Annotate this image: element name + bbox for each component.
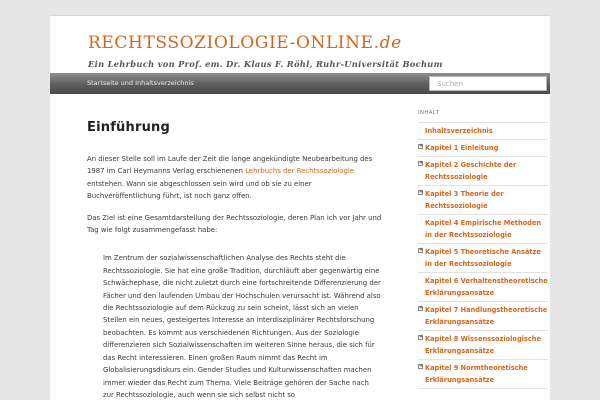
brand-main: RECHTSSOZIOLOGIE-ONLINE bbox=[88, 33, 374, 53]
sidebar-item-inhaltsverzeichnis[interactable] bbox=[418, 123, 548, 140]
sidebar bbox=[418, 110, 548, 389]
sidebar-item-kapitel-7[interactable] bbox=[418, 302, 548, 331]
sidebar-item-kapitel-1[interactable] bbox=[418, 140, 548, 157]
sidebar-item-kapitel-4[interactable] bbox=[418, 215, 548, 244]
sidebar-item-label: Kapitel 3 Theorie der Rechtssoziologie bbox=[425, 190, 504, 210]
page-title: Einführung bbox=[87, 120, 170, 135]
sidebar-item-label: Kapitel 7 Handlungstheoretische Erklärungsansätze bbox=[425, 306, 548, 326]
sidebar-item-kapitel-8[interactable] bbox=[418, 331, 548, 360]
goal-paragraph: Das Ziel ist eine Gesamtdarstellung der Rechtssoziologie, deren Plan ich vor Jahr und Tag wie folgt zusammengefasst habe: bbox=[87, 213, 382, 235]
sidebar-item-label: Kapitel 5 Theoretische Ansätze in der Rechtssoziologie bbox=[425, 248, 541, 268]
sidebar-item-label: Kapitel 9 Normtheoretische Erklärungsansätze bbox=[425, 364, 528, 384]
sidebar-item-kapitel-3[interactable] bbox=[418, 186, 548, 215]
nav-home-link[interactable]: Startseite und Inhaltsverzeichnis bbox=[87, 79, 194, 87]
expand-plus-icon[interactable]: + bbox=[419, 363, 424, 369]
sidebar-item-label: Inhaltsverzeichnis bbox=[425, 127, 493, 135]
sidebar-item-label: Kapitel 6 Verhaltenstheoretische Erklärungsansätze bbox=[425, 277, 548, 297]
expand-plus-icon[interactable]: + bbox=[419, 334, 424, 340]
expand-plus-icon[interactable]: + bbox=[419, 160, 424, 166]
expand-plus-icon[interactable]: + bbox=[419, 143, 424, 149]
expand-plus-icon[interactable]: + bbox=[419, 305, 424, 311]
blockquote: Im Zentrum der sozialwissenschaftlichen Analyse des Rechts steht die Rechtssoziologie. Sie hat eine große Tradition, durchläuft aber gegenwärtig eine Schwächephase, die nicht zuletzt durch eine fortschreitende Differenzierung der Fächer und den laufenden Umbau der Hochschulen verursacht ist. Während also die Rechtssoziologie auf dem Rückzug zu sein scheint, lässt sich an vielen Stellen ein neues, gesteigertes Interesse an interdisziplinärer Rechtsforschung beobachten. Es kommt aus verschiedenen Richtungen. Aus der Soziologie differenzieren sich Sozialwissenschaften im weiteren Sinne heraus, die sich für das Recht interessieren. Einen großen Raum nimmt das Recht im Globalisierungsdiskurs ein. Gender Studies und Kulturwissenschaften machen immer wieder das Recht zum Thema. Viele Beiträge gehören der Sache nach zur Rechtssoziologie, auch wenn sie sich selbst nicht so bbox=[103, 254, 381, 399]
sidebar-title: INHALT bbox=[418, 110, 440, 116]
sidebar-item-label: Kapitel 2 Geschichte der Rechtssoziologie bbox=[425, 161, 517, 181]
sidebar-item-kapitel-6[interactable] bbox=[418, 273, 548, 302]
main-content bbox=[87, 120, 385, 400]
intro-text-before: An dieser Stelle soll im Laufe der Zeit die lange angekündigte Neubearbeitung des 1987 im Carl Heymanns Verlag erschienenen bbox=[87, 155, 373, 176]
sidebar-item-label: Kapitel 8 Wissenssoziologische Erklärungsansätze bbox=[425, 335, 541, 355]
textbook-link[interactable]: Lehrbuchs der Rechtssoziologie bbox=[245, 167, 355, 176]
sidebar-item-label: Kapitel 1 Einleitung bbox=[425, 144, 499, 152]
expand-plus-icon[interactable]: + bbox=[419, 189, 424, 195]
sidebar-item-kapitel-9[interactable] bbox=[418, 360, 548, 389]
nav-bar bbox=[50, 73, 550, 94]
page-container bbox=[50, 15, 550, 400]
sidebar-menu bbox=[418, 122, 548, 389]
expand-plus-icon[interactable]: + bbox=[419, 247, 424, 253]
site-logo[interactable] bbox=[88, 33, 402, 53]
sidebar-item-kapitel-2[interactable] bbox=[418, 157, 548, 186]
brand-suffix: .de bbox=[373, 33, 402, 53]
sidebar-item-label: Kapitel 4 Empirische Methoden in der Rechtssoziologie bbox=[425, 219, 542, 239]
intro-paragraph bbox=[87, 153, 385, 203]
sidebar-item-kapitel-5[interactable] bbox=[418, 244, 548, 273]
search-input[interactable] bbox=[429, 76, 547, 91]
intro-text-after: entstehen. Wann sie abgeschlossen sein wird und ob sie zu einer Buchveröffentlichung führt, ist noch ganz offen. bbox=[87, 179, 312, 201]
site-tagline: Ein Lehrbuch von Prof. em. Dr. Klaus F. Röhl, Ruhr-Universität Bochum bbox=[88, 59, 443, 69]
